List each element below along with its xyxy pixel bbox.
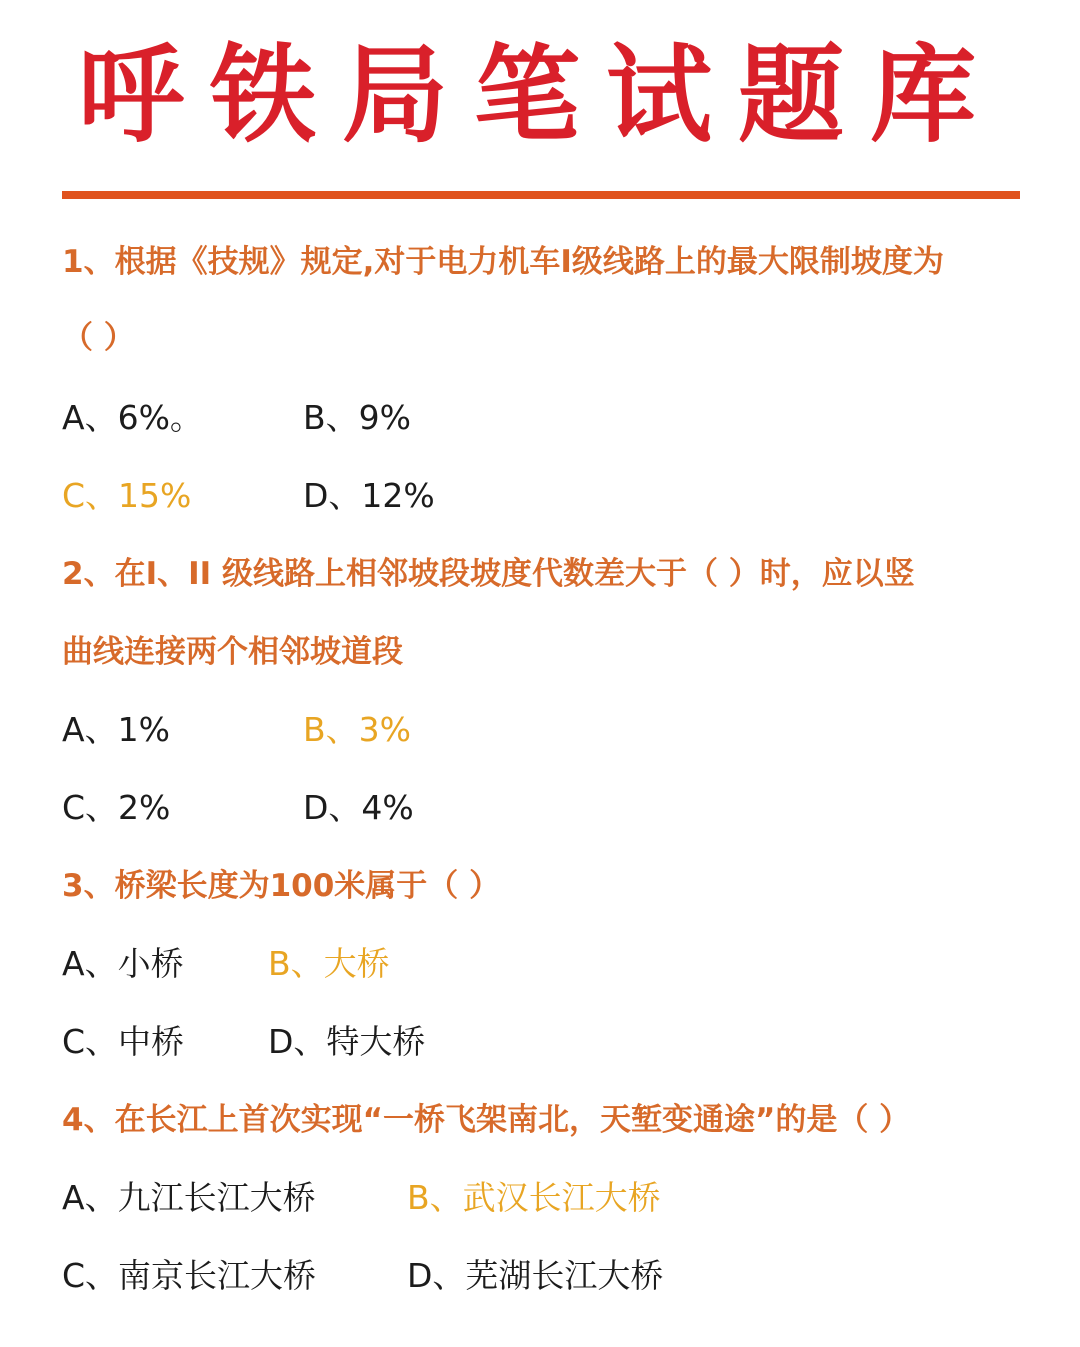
question-4-option-b[interactable]: B、武汉长江大桥 — [407, 1178, 661, 1217]
question-3-option-d[interactable]: D、特大桥 — [268, 1022, 426, 1061]
question-3-option-c[interactable]: C、中桥 — [62, 1022, 185, 1061]
question-2-option-d[interactable]: D、4% — [303, 788, 414, 827]
question-3-option-b[interactable]: B、大桥 — [268, 944, 390, 983]
question-4-option-d[interactable]: D、芜湖长江大桥 — [407, 1256, 664, 1295]
question-3-option-a[interactable]: A、小桥 — [62, 944, 184, 983]
question-3-line-1: 3、桥梁长度为100米属于（ ） — [62, 868, 501, 904]
question-1-option-a[interactable]: A、6%。 — [62, 398, 203, 437]
title-divider — [62, 191, 1020, 199]
question-2-option-c[interactable]: C、2% — [62, 788, 171, 827]
question-1-option-d[interactable]: D、12% — [303, 476, 435, 515]
page-title: 呼铁局笔试题库 — [78, 34, 1002, 157]
question-4-option-c[interactable]: C、南京长江大桥 — [62, 1256, 317, 1295]
question-4-option-a[interactable]: A、九江长江大桥 — [62, 1178, 316, 1217]
question-1-line-1: 1、根据《技规》规定,对于电力机车I级线路上的最大限制坡度为 — [62, 244, 944, 280]
question-2-option-b[interactable]: B、3% — [303, 710, 411, 749]
question-2-line-1: 2、在I、II 级线路上相邻坡段坡度代数差大于（ ）时，应以竖 — [62, 556, 915, 592]
question-2-line-2: 曲线连接两个相邻坡道段 — [62, 634, 403, 670]
question-2-option-a[interactable]: A、1% — [62, 710, 170, 749]
question-1-line-2: （ ） — [62, 320, 135, 356]
question-1-option-b[interactable]: B、9% — [303, 398, 411, 437]
question-1-option-c[interactable]: C、15% — [62, 476, 192, 515]
question-4-line-1: 4、在长江上首次实现“一桥飞架南北，天堑变通途”的是（ ） — [62, 1102, 911, 1138]
